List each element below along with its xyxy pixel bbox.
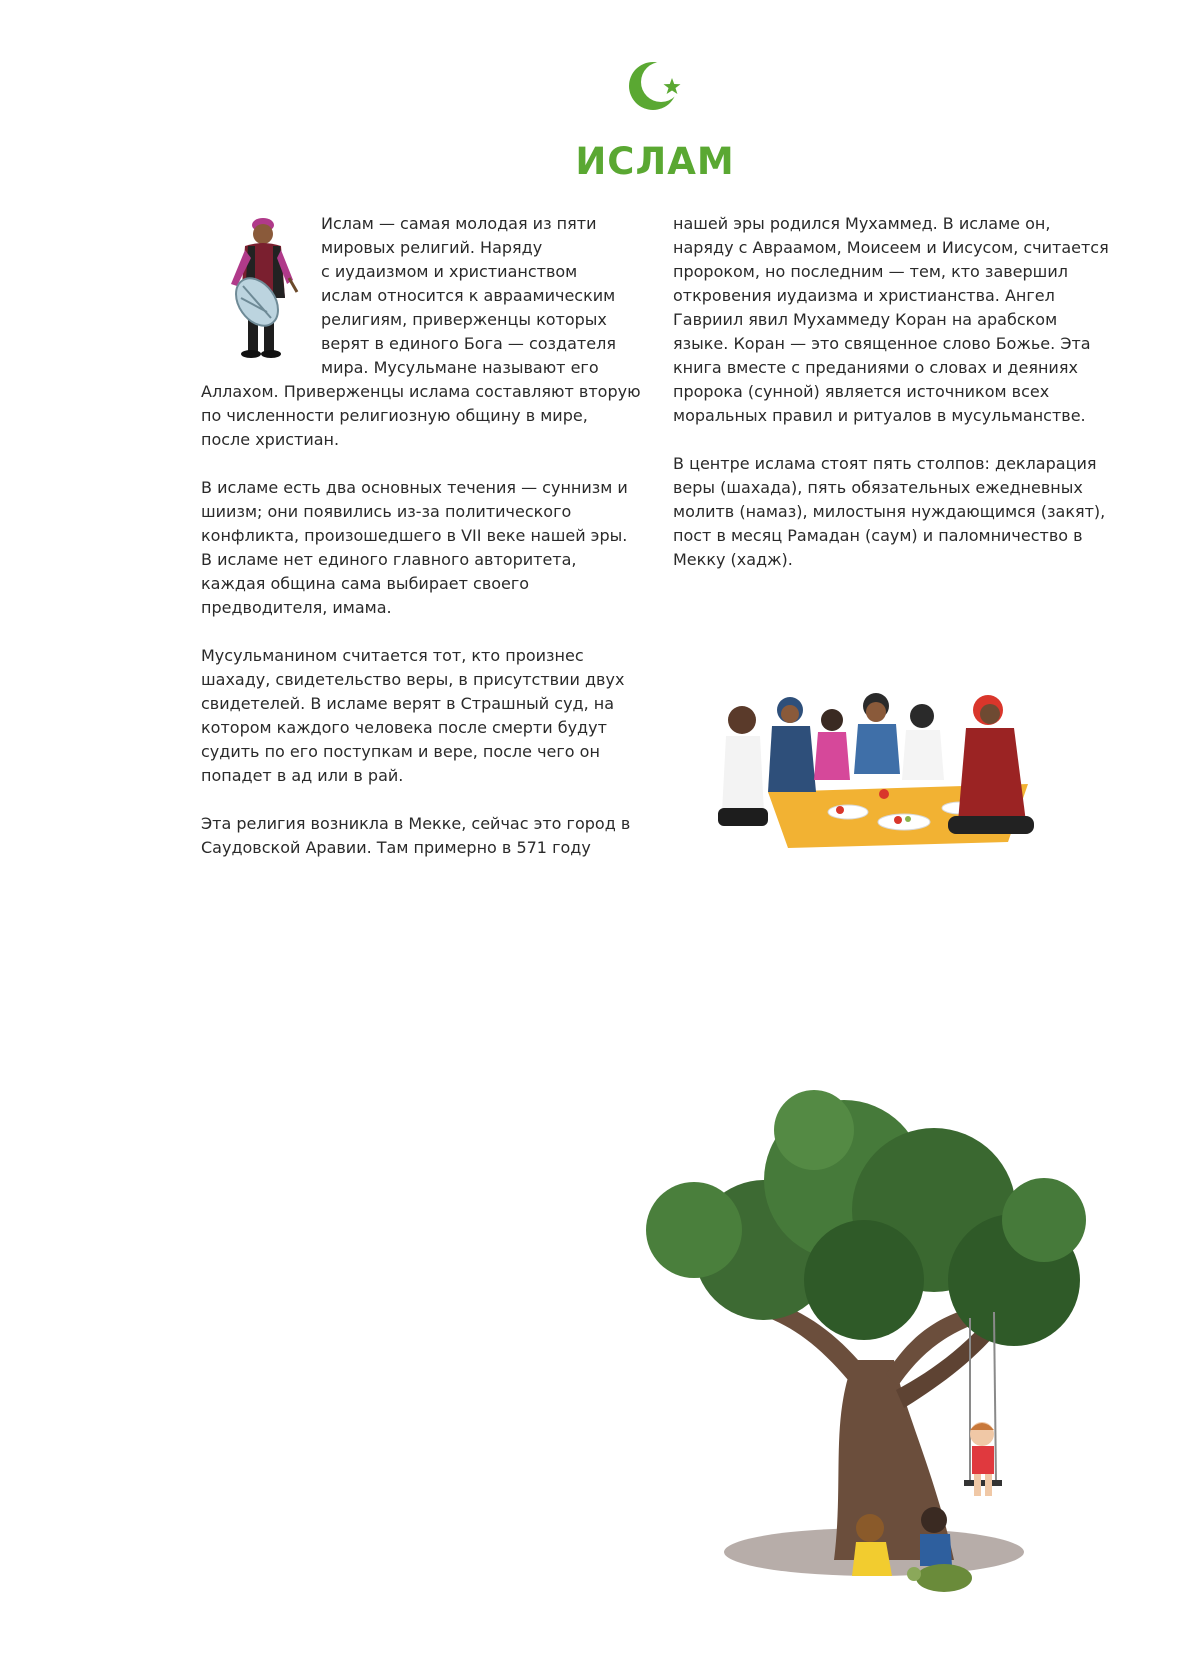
crescent-star-icon xyxy=(626,56,686,116)
paragraph-6: В центре ислама стоят пять столпов: декларация веры (шахада), пять обязательных ежедневных молитв (намаз), милостыня нуждающимся (закят), пост в месяц Рамадан (саум) и паломничество в Мекку (хадж). xyxy=(673,454,1106,569)
drummer-illustration xyxy=(201,212,321,364)
paragraph-4: Эта религия возникла в Мекке, сейчас это город в Саудовской Аравии. Там примерно в 571 году xyxy=(201,814,631,857)
paragraph-5: нашей эры родился Мухаммед. В исламе он, наряду с Авраамом, Моисеем и Иисусом, считается пророком, но последним — тем, кто завершил откровения иудаизма и христианства. Ангел Гавриил явил Мухаммеду Коран на арабском языке. Коран — это священное слово Божье. Эта книга вместе с преданиями о словах и деяниях пророка (сунной) является источником всех моральных правил и ритуалов в мусульманстве. xyxy=(673,214,1109,425)
right-column xyxy=(673,212,1113,596)
family-meal-illustration xyxy=(708,662,1060,862)
paragraph-2: В исламе есть два основных течения — суннизм и шиизм; они появились из-за политического конфликта, произошедшего в VII веке нашей эры. В исламе нет единого главного авторитета, каждая община сама выбирает своего предводителя, имама. xyxy=(201,478,628,617)
paragraph-1: Ислам — самая молодая из пяти мировых религий. Наряду с иудаизмом и христианством ислам относится к авраамическим религиям, приверженцы которых верят в единого Бога — создателя мира. Мусульмане называют его Аллахом. Приверженцы ислама составляют вторую по численности религиозную общину в мире, после христиан. xyxy=(201,214,641,449)
page-title: ИСЛАМ xyxy=(575,140,735,183)
left-column xyxy=(201,212,641,884)
tree-with-children-illustration xyxy=(634,1090,1124,1600)
paragraph-3: Мусульманином считается тот, кто произнес шахаду, свидетельство веры, в присутствии двух свидетелей. В исламе верят в Страшный суд, на котором каждого человека после смерти будут судить по его поступкам и вере, после чего он попадет в ад или в рай. xyxy=(201,646,625,785)
